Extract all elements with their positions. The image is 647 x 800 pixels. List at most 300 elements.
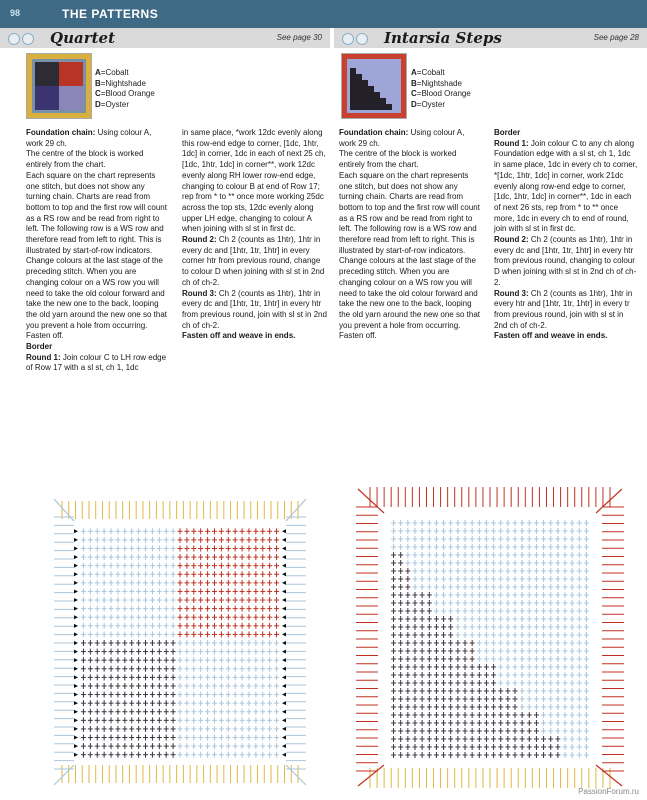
pattern-title-band-intarsia — [334, 28, 647, 48]
chart-stitch — [129, 588, 134, 594]
chart-stitch — [164, 528, 169, 534]
chart-stitch — [484, 744, 489, 750]
chart-stitch — [109, 700, 114, 706]
chart-stitch — [427, 664, 432, 670]
chart-stitch — [541, 712, 546, 718]
chart-stitch — [171, 717, 176, 723]
chart-stitch — [398, 600, 403, 606]
chart-stitch — [212, 597, 217, 603]
chart-stitch — [164, 743, 169, 749]
chart-stitch — [274, 700, 279, 706]
chart-stitch — [253, 614, 258, 620]
chart-stitch — [441, 720, 446, 726]
chart-stitch — [391, 536, 396, 542]
chart-stitch — [233, 743, 238, 749]
chart-stitch — [109, 545, 114, 551]
chart-stitch — [413, 656, 418, 662]
chart-stitch — [555, 712, 560, 718]
chart-stitch — [455, 744, 460, 750]
row-start-indicator — [282, 718, 286, 722]
chart-stitch — [171, 614, 176, 620]
chart-stitch — [95, 597, 100, 603]
chart-stitch — [164, 640, 169, 646]
chart-stitch — [477, 712, 482, 718]
chart-stitch — [88, 588, 93, 594]
chart-stitch — [427, 744, 432, 750]
chart-stitch — [398, 752, 403, 758]
chart-stitch — [184, 580, 189, 586]
chart-stitch — [129, 752, 134, 758]
chart-stitch — [570, 736, 575, 742]
row-start-indicator — [282, 701, 286, 705]
chart-stitch — [577, 736, 582, 742]
chart-stitch — [198, 571, 203, 577]
chart-stitch — [205, 640, 210, 646]
chart-stitch — [520, 704, 525, 710]
chart-stitch — [171, 597, 176, 603]
chart-stitch — [413, 624, 418, 630]
chart-stitch — [541, 728, 546, 734]
chart-stitch — [95, 571, 100, 577]
chart-stitch — [391, 576, 396, 582]
chart-stitch — [233, 674, 238, 680]
chart-stitch — [253, 545, 258, 551]
chart-stitch — [563, 544, 568, 550]
chart-stitch — [81, 571, 86, 577]
chart-stitch — [274, 692, 279, 698]
chart-stitch — [520, 656, 525, 662]
chart-stitch — [463, 664, 468, 670]
chart-stitch — [484, 688, 489, 694]
chart-stitch — [505, 592, 510, 598]
chart-stitch — [405, 712, 410, 718]
chart-stitch — [455, 576, 460, 582]
chart-stitch — [136, 631, 141, 637]
instruction-paragraph — [339, 256, 483, 342]
chart-stitch — [455, 672, 460, 678]
instruction-paragraph — [26, 342, 170, 353]
chart-stitch — [88, 614, 93, 620]
chart-stitch — [226, 649, 231, 655]
chart-stitch — [555, 688, 560, 694]
chart-stitch — [413, 744, 418, 750]
chart-stitch — [102, 537, 107, 543]
chart-stitch — [178, 597, 183, 603]
chart-stitch — [198, 735, 203, 741]
chart-stitch — [498, 592, 503, 598]
chart-stitch — [505, 624, 510, 630]
chart-stitch — [81, 528, 86, 534]
chart-stitch — [164, 657, 169, 663]
instruction-text: The centre of the block is worked entirely from the chart. — [339, 149, 457, 170]
chart-stitch — [413, 632, 418, 638]
chart-stitch — [274, 709, 279, 715]
chart-stitch — [484, 600, 489, 606]
chart-stitch — [184, 683, 189, 689]
chart-stitch — [555, 704, 560, 710]
chart-stitch — [527, 520, 532, 526]
chart-stitch — [541, 736, 546, 742]
chart-stitch — [420, 592, 425, 598]
chart-stitch — [191, 649, 196, 655]
chart-stitch — [541, 744, 546, 750]
chart-stitch — [398, 584, 403, 590]
chart-stitch — [484, 544, 489, 550]
chart-stitch — [260, 588, 265, 594]
chart-stitch — [88, 649, 93, 655]
chart-stitch — [240, 709, 245, 715]
chart-stitch — [136, 545, 141, 551]
chart-stitch — [240, 640, 245, 646]
chart-stitch — [477, 528, 482, 534]
chart-stitch — [505, 528, 510, 534]
chart-stitch — [267, 588, 272, 594]
chart-stitch — [541, 544, 546, 550]
chart-stitch — [534, 720, 539, 726]
chart-stitch — [260, 571, 265, 577]
chart-stitch — [427, 528, 432, 534]
chart-stitch — [448, 712, 453, 718]
chart-stitch — [527, 648, 532, 654]
chart-stitch — [171, 631, 176, 637]
chart-stitch — [548, 680, 553, 686]
chart-stitch — [555, 592, 560, 598]
chart-stitch — [391, 528, 396, 534]
chart-stitch — [491, 728, 496, 734]
chart-stitch — [534, 528, 539, 534]
chart-stitch — [448, 608, 453, 614]
chart-stitch — [391, 560, 396, 566]
chart-stitch — [398, 632, 403, 638]
chart-stitch — [505, 600, 510, 606]
chart-stitch — [584, 648, 589, 654]
chart-stitch — [434, 584, 439, 590]
chart-stitch — [253, 580, 258, 586]
chart-stitch — [434, 544, 439, 550]
chart-stitch — [570, 704, 575, 710]
chart-stitch — [398, 712, 403, 718]
chart-stitch — [129, 657, 134, 663]
chart-stitch — [129, 528, 134, 534]
chart-stitch — [191, 571, 196, 577]
chart-stitch — [260, 683, 265, 689]
instruction-text: Each square on the chart represents one stitch, but does not show any turning chain. Charts are read from bottom to top and the first row will count as a RS row and be read from right to left. The following row is a WS row and therefore read from left to right. This is illustrated by start-of-row indicators. — [339, 170, 480, 255]
chart-stitch — [226, 588, 231, 594]
chart-stitch — [198, 709, 203, 715]
chart-stitch — [513, 584, 518, 590]
instruction-text: Ch 2 (counts as 1htr), 1htr in every dc and [1htr, 1tr, 1htr] in every htr from previous round, changing to colour D when joining with sl st in 2nd ch of ch-2. — [494, 235, 637, 287]
chart-stitch — [157, 571, 162, 577]
chart-stitch — [205, 726, 210, 732]
chart-stitch — [484, 616, 489, 622]
chart-stitch — [157, 674, 162, 680]
chart-stitch — [513, 592, 518, 598]
chart-stitch — [136, 597, 141, 603]
chart-stitch — [484, 632, 489, 638]
chart-stitch — [226, 597, 231, 603]
chart-stitch — [240, 528, 245, 534]
chart-stitch — [157, 657, 162, 663]
chart-stitch — [513, 656, 518, 662]
chart-stitch — [420, 720, 425, 726]
chart-stitch — [513, 672, 518, 678]
chart-stitch — [541, 552, 546, 558]
chart-stitch — [577, 520, 582, 526]
chart-stitch — [246, 674, 251, 680]
chart-stitch — [109, 614, 114, 620]
chart-stitch — [405, 552, 410, 558]
chart-stitch — [405, 576, 410, 582]
chart-stitch — [391, 632, 396, 638]
chart-stitch — [470, 728, 475, 734]
chart-stitch — [88, 563, 93, 569]
chart-stitch — [136, 537, 141, 543]
chart-stitch — [136, 657, 141, 663]
chart-stitch — [513, 736, 518, 742]
chart-stitch — [164, 606, 169, 612]
chart-stitch — [184, 649, 189, 655]
chart-stitch — [570, 664, 575, 670]
corner-stitch — [286, 765, 306, 785]
chart-stitch — [570, 560, 575, 566]
chart-stitch — [129, 563, 134, 569]
chart-stitch — [391, 648, 396, 654]
quartet-instructions-col2 — [182, 128, 328, 342]
chart-stitch — [171, 666, 176, 672]
chart-stitch — [122, 623, 127, 629]
chart-stitch — [391, 696, 396, 702]
pattern-title: Quartet — [50, 29, 115, 47]
chart-stitch — [233, 640, 238, 646]
chart-stitch — [527, 560, 532, 566]
chart-stitch — [88, 640, 93, 646]
chart-stitch — [178, 649, 183, 655]
chart-stitch — [81, 717, 86, 723]
chart-stitch — [541, 648, 546, 654]
chart-stitch — [115, 726, 120, 732]
chart-stitch — [253, 640, 258, 646]
chart-stitch — [427, 712, 432, 718]
chart-stitch — [434, 648, 439, 654]
chart-stitch — [420, 568, 425, 574]
chart-stitch — [548, 672, 553, 678]
chart-stitch — [541, 704, 546, 710]
chart-stitch — [122, 752, 127, 758]
chart-stitch — [570, 528, 575, 534]
chart-stitch — [246, 545, 251, 551]
chart-stitch — [448, 648, 453, 654]
chart-stitch — [527, 712, 532, 718]
chart-stitch — [260, 657, 265, 663]
chart-stitch — [434, 616, 439, 622]
chart-stitch — [541, 568, 546, 574]
chart-stitch — [267, 597, 272, 603]
chart-stitch — [95, 563, 100, 569]
chart-stitch — [391, 720, 396, 726]
chart-stitch — [95, 674, 100, 680]
chart-stitch — [219, 692, 224, 698]
row-start-indicator — [282, 581, 286, 585]
chart-stitch — [157, 614, 162, 620]
instruction-text: Using colour A, work 29 ch. — [26, 128, 152, 148]
chart-stitch — [164, 700, 169, 706]
chart-stitch — [534, 712, 539, 718]
chart-stitch — [122, 606, 127, 612]
chart-stitch — [184, 752, 189, 758]
chart-stitch — [541, 528, 546, 534]
chart-stitch — [484, 584, 489, 590]
chart-stitch — [102, 700, 107, 706]
chart-stitch — [109, 571, 114, 577]
instruction-paragraph — [494, 289, 638, 332]
chart-stitch — [470, 528, 475, 534]
chart-stitch — [570, 696, 575, 702]
chart-stitch — [520, 552, 525, 558]
chart-stitch — [413, 728, 418, 734]
chart-stitch — [548, 640, 553, 646]
chart-stitch — [527, 608, 532, 614]
chart-stitch — [470, 640, 475, 646]
chart-stitch — [541, 664, 546, 670]
chart-stitch — [191, 666, 196, 672]
chart-stitch — [577, 696, 582, 702]
chart-stitch — [81, 623, 86, 629]
chart-stitch — [413, 648, 418, 654]
chart-stitch — [260, 735, 265, 741]
chart-stitch — [164, 545, 169, 551]
chart-stitch — [455, 688, 460, 694]
chart-stitch — [584, 544, 589, 550]
chart-stitch — [548, 600, 553, 606]
row-start-indicator — [74, 641, 78, 645]
chart-stitch — [434, 576, 439, 582]
chart-stitch — [109, 649, 114, 655]
chart-stitch — [520, 568, 525, 574]
chart-stitch — [520, 648, 525, 654]
chart-stitch — [88, 606, 93, 612]
chart-stitch — [498, 616, 503, 622]
chart-stitch — [413, 688, 418, 694]
chart-stitch — [548, 584, 553, 590]
chart-stitch — [233, 683, 238, 689]
chart-stitch — [129, 614, 134, 620]
chart-stitch — [527, 544, 532, 550]
chart-stitch — [563, 560, 568, 566]
chart-stitch — [498, 568, 503, 574]
chart-stitch — [184, 700, 189, 706]
legend-item: C=Blood Orange — [95, 89, 155, 98]
chart-stitch — [240, 666, 245, 672]
chart-stitch — [541, 520, 546, 526]
chart-stitch — [102, 563, 107, 569]
chart-stitch — [391, 680, 396, 686]
chart-stitch — [115, 657, 120, 663]
chart-stitch — [205, 674, 210, 680]
chart-stitch — [157, 666, 162, 672]
chart-stitch — [498, 680, 503, 686]
chart-stitch — [95, 545, 100, 551]
chart-stitch — [143, 735, 148, 741]
chart-stitch — [563, 712, 568, 718]
chart-stitch — [391, 520, 396, 526]
chart-stitch — [570, 616, 575, 622]
chart-stitch — [434, 560, 439, 566]
chart-stitch — [563, 752, 568, 758]
chart-stitch — [226, 563, 231, 569]
chart-stitch — [88, 735, 93, 741]
row-start-indicator — [282, 641, 286, 645]
chart-stitch — [191, 692, 196, 698]
chart-stitch — [584, 696, 589, 702]
chart-stitch — [171, 683, 176, 689]
chart-stitch — [555, 576, 560, 582]
chart-stitch — [455, 568, 460, 574]
chart-stitch — [136, 571, 141, 577]
chart-stitch — [563, 624, 568, 630]
chart-stitch — [143, 545, 148, 551]
chart-stitch — [455, 592, 460, 598]
chart-stitch — [122, 692, 127, 698]
chart-stitch — [577, 584, 582, 590]
row-start-indicator — [74, 744, 78, 748]
chart-stitch — [513, 648, 518, 654]
chart-stitch — [505, 736, 510, 742]
chart-stitch — [484, 624, 489, 630]
chart-stitch — [198, 563, 203, 569]
quartet-instructions-col1 — [26, 128, 170, 374]
chart-stitch — [102, 752, 107, 758]
chart-stitch — [455, 648, 460, 654]
chart-stitch — [548, 648, 553, 654]
chart-stitch — [136, 709, 141, 715]
chart-stitch — [563, 720, 568, 726]
chart-stitch — [109, 666, 114, 672]
chart-stitch — [226, 726, 231, 732]
chart-stitch — [267, 563, 272, 569]
chart-stitch — [577, 568, 582, 574]
chart-stitch — [505, 544, 510, 550]
chart-stitch — [505, 616, 510, 622]
chart-stitch — [136, 743, 141, 749]
chart-stitch — [555, 656, 560, 662]
chart-stitch — [150, 640, 155, 646]
chart-stitch — [420, 560, 425, 566]
chart-stitch — [109, 692, 114, 698]
instruction-label: Border — [26, 342, 53, 352]
chart-stitch — [191, 700, 196, 706]
chart-stitch — [398, 568, 403, 574]
chart-stitch — [233, 752, 238, 758]
chart-stitch — [171, 700, 176, 706]
chart-stitch — [260, 726, 265, 732]
chart-stitch — [267, 528, 272, 534]
footer-watermark: PassionForum.ru — [578, 787, 639, 796]
chart-stitch — [212, 717, 217, 723]
chart-stitch — [434, 592, 439, 598]
chart-stitch — [548, 568, 553, 574]
chart-stitch — [513, 712, 518, 718]
chart-stitch — [470, 624, 475, 630]
chart-stitch — [463, 736, 468, 742]
chart-stitch — [441, 624, 446, 630]
chart-stitch — [520, 712, 525, 718]
chart-stitch — [253, 649, 258, 655]
chart-stitch — [541, 584, 546, 590]
chart-stitch — [191, 580, 196, 586]
chart-stitch — [491, 568, 496, 574]
chart-stitch — [434, 640, 439, 646]
chart-stitch — [477, 608, 482, 614]
